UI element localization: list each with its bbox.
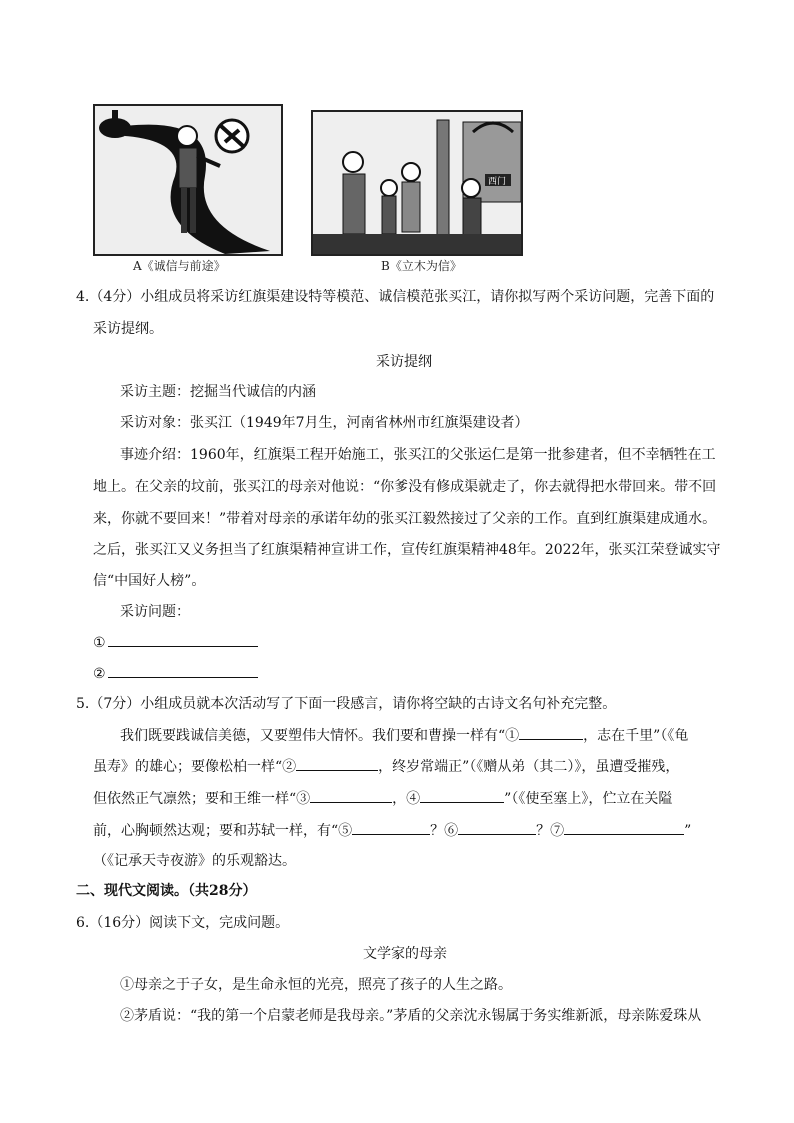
q4-stem-line1: 4.（4分）小组成员将采访红旗渠建设特等模范、诚信模范张买江，请你拟写两个采访问题，完善下面的 <box>76 289 715 305</box>
q4-stem-line2: 采访提纲。 <box>93 321 163 337</box>
q5-text: 但依然正气凛然；要和王维一样“③ <box>93 791 311 807</box>
interview-topic: 采访主题：挖掘当代诚信的内涵 <box>120 384 316 400</box>
gate-sign: 西门 <box>488 177 507 187</box>
q5-para-line4 <box>93 820 691 841</box>
deeds-line4: 之后，张买江又义务担当了红旗渠精神宣讲工作，宣传红旗渠精神48年。2022年，张买江荣登诚实守 <box>93 542 721 558</box>
caption-b: B《立木为信》 <box>381 259 462 273</box>
section-heading: 二、现代文阅读。（共28分） <box>76 883 257 899</box>
interview-question-1 <box>93 632 258 653</box>
poem-blank-7[interactable] <box>564 820 684 835</box>
q5-text: 虽寿》的雄心；要像松柏一样“② <box>93 759 297 775</box>
poem-blank-6[interactable] <box>458 820 536 835</box>
caption-a: A《诚信与前途》 <box>133 259 226 273</box>
q5-para-line3 <box>93 788 672 809</box>
deeds-line2: 地上。在父亲的坟前，张买江的母亲对他说：“你爹没有修成渠就走了，你去就得把水带回来。带不回 <box>93 479 717 495</box>
interview-questions-label: 采访问题： <box>120 604 190 620</box>
deeds-line1: 事迹介绍：1960年，红旗渠工程开始施工，张买江的父张运仁是第一批参建者，但不幸牺牲在工 <box>120 447 716 463</box>
q5-text: ，志在千里”（《龟 <box>583 728 689 744</box>
poem-blank-1[interactable] <box>519 725 583 740</box>
q5-text: ，终岁常端正”（《赠从弟（其二）》，虽遭受摧残， <box>378 759 680 775</box>
q5-text: 我们既要践诚信美德，又要塑伟大情怀。我们要和曹操一样有“① <box>120 728 520 744</box>
deeds-line3: 来，你就不要回来！”带着对母亲的承诺年幼的张买江毅然接过了父亲的工作。直到红旗渠建成通水。 <box>93 511 717 527</box>
q5-text: ”（《使至塞上》，伫立在关隘 <box>504 791 673 807</box>
interview-question-2 <box>93 663 258 684</box>
q5-text: ” <box>684 823 692 839</box>
honesty-future-cartoon <box>95 106 281 254</box>
q6-stem: 6.（16分）阅读下文，完成问题。 <box>76 915 290 931</box>
poem-blank-5[interactable] <box>352 820 430 835</box>
answer-blank-q1[interactable] <box>108 632 258 647</box>
poem-blank-4[interactable] <box>420 788 504 803</box>
poem-blank-3[interactable] <box>310 788 392 803</box>
answer-blank-q2[interactable] <box>108 663 258 678</box>
q5-stem: 5.（7分）小组成员就本次活动写了下面一段感言，请你将空缺的古诗文名句补充完整。 <box>76 696 617 712</box>
illustration-panel-b <box>311 110 523 256</box>
q5-text: ？⑦ <box>536 823 565 839</box>
article-para-2: ②茅盾说：“我的第一个启蒙老师是我母亲。”茅盾的父亲沈永锡属于务实维新派，母亲陈爱珠从 <box>120 1008 702 1024</box>
deeds-line5: 信“中国好人榜”。 <box>93 573 206 589</box>
q2-mark: ② <box>93 666 106 682</box>
article-title: 文学家的母亲 <box>363 946 447 962</box>
interview-target: 采访对象：张买江（1949年7月生，河南省林州市红旗渠建设者） <box>120 415 529 431</box>
q1-mark: ① <box>93 635 106 651</box>
q5-text: ？⑥ <box>430 823 459 839</box>
q5-text: 前，心胸顿然达观；要和苏轼一样，有“⑤ <box>93 823 353 839</box>
q5-para-line5: （《记承天寺夜游》的乐观豁达。 <box>93 853 296 869</box>
establish-trust-cartoon <box>313 112 521 254</box>
illustration-panel-a <box>93 104 283 256</box>
q5-text: ，④ <box>392 791 421 807</box>
outline-title: 采访提纲 <box>376 354 432 370</box>
poem-blank-2[interactable] <box>296 756 378 771</box>
q5-para-line1 <box>120 725 688 746</box>
q5-para-line2 <box>93 756 679 777</box>
article-para-1: ①母亲之于子女，是生命永恒的光亮，照亮了孩子的人生之路。 <box>120 977 512 993</box>
